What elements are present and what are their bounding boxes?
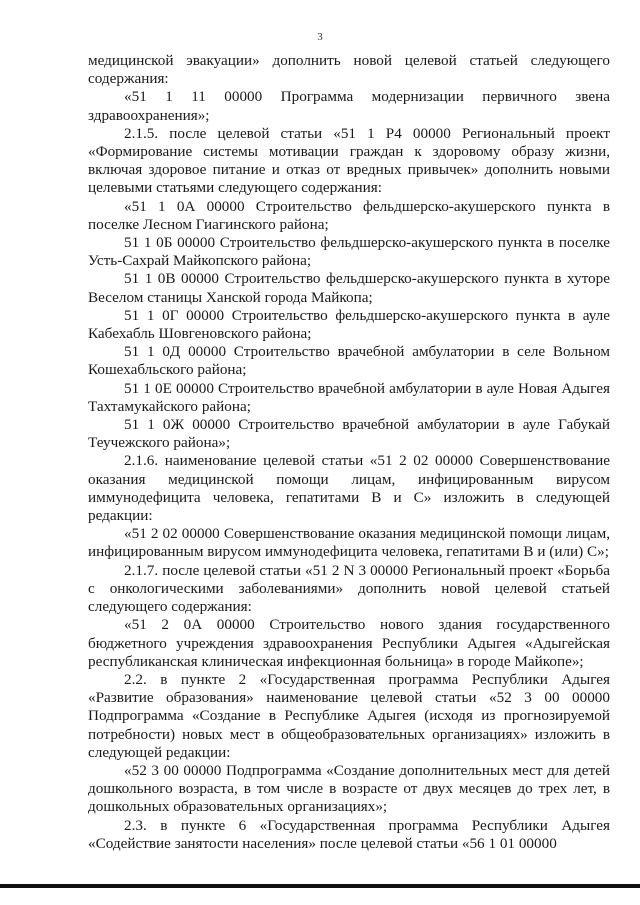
paragraph-item-2-1-6: 2.1.6. наименование целевой статьи «51 2 02 00000 Совершенствование оказания медицинской помощи лицам, инфицированным вирусом иммунодефицита человека, гепатитами В и С» изложить в следующей редакции:	[88, 452, 610, 525]
page-number: 3	[317, 31, 323, 43]
paragraph-target-51-2-02: «51 2 02 00000 Совершенствование оказания медицинской помощи лицам, инфицированным вирусом иммунодефицита человека, гепатитами В и (или) С»;	[88, 525, 610, 561]
paragraph-target-51-1-0a: «51 1 0А 00000 Строительство фельдшерско-акушерского пункта в поселке Лесном Гиагинского района;	[88, 197, 610, 233]
paragraph-target-51-1-0zh: 51 1 0Ж 00000 Строительство врачебной амбулатории в ауле Габукай Теучежского района»;	[88, 416, 610, 452]
paragraph-target-51-1-0b: 51 1 0Б 00000 Строительство фельдшерско-акушерского пункта в поселке Усть-Сахрай Майкопского района;	[88, 234, 610, 270]
paragraph-item-2-2: 2.2. в пункте 2 «Государственная программа Республики Адыгея «Развитие образования» наименование целевой статьи «52 3 00 00000 Подпрограмма «Создание в Республике Адыгея (исходя из прогнозируемой потребности) новых мест в общеобразовательных организациях» изложить в следующей редакции:	[88, 670, 610, 761]
paragraph-target-51-1-11: «51 1 11 00000 Программа модернизации первичного звена здравоохранения»;	[88, 88, 610, 124]
paragraph-target-51-1-0g: 51 1 0Г 00000 Строительство фельдшерско-акушерского пункта в ауле Кабехабль Шовгеновского района;	[88, 306, 610, 343]
paragraph-item-2-3: 2.3. в пункте 6 «Государственная программа Республики Адыгея «Содействие занятости населения» после целевой статьи «56 1 01 00000	[88, 816, 610, 852]
paragraph-continuation: медицинской эвакуации» дополнить новой целевой статьей следующего содержания:	[88, 52, 610, 88]
paragraph-item-2-1-5: 2.1.5. после целевой статьи «51 1 Р4 00000 Региональный проект «Формирование системы мотивации граждан к здоровому образу жизни, включая здоровое питание и отказ от вредных привычек» дополнить новыми целевыми статьями следующего содержания:	[88, 124, 610, 197]
paragraph-target-51-1-0v: 51 1 0В 00000 Строительство фельдшерско-акушерского пункта в хуторе Веселом станицы Ханской города Майкопа;	[88, 270, 610, 306]
paragraph-target-52-3-00: «52 3 00 00000 Подпрограмма «Создание дополнительных мест для детей дошкольного возраста, в том числе в возрасте от двух месяцев до трех лет, в дошкольных образовательных организациях»;	[88, 761, 610, 816]
paragraph-target-51-2-0a: «51 2 0А 00000 Строительство нового здания государственного бюджетного учреждения здравоохранения Республики Адыгея «Адыгейская республиканская клиническая инфекционная больница» в городе Майкопе»;	[88, 616, 610, 670]
document-body	[88, 52, 610, 853]
paragraph-item-2-1-7: 2.1.7. после целевой статьи «51 2 N 3 00000 Региональный проект «Борьба с онкологическими заболеваниями» дополнить новой целевой статьей следующего содержания:	[88, 561, 610, 616]
paragraph-target-51-1-0e: 51 1 0Е 00000 Строительство врачебной амбулатории в ауле Новая Адыгея Тахтамукайского района;	[88, 379, 610, 415]
bottom-scan-border	[0, 884, 640, 888]
paragraph-target-51-1-0d: 51 1 0Д 00000 Строительство врачебной амбулатории в селе Вольном Кошехабльского района;	[88, 343, 610, 379]
